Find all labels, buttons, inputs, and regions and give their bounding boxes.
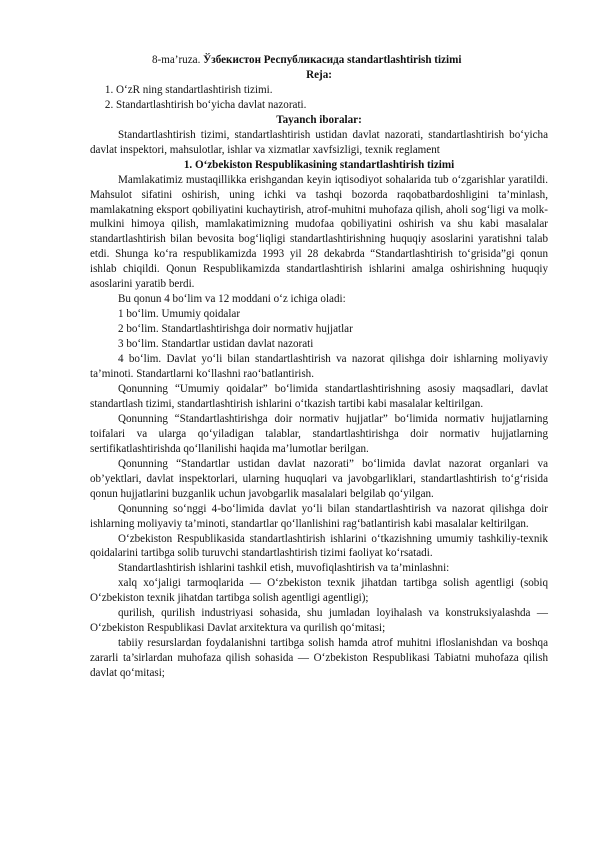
lecture-number: 8-ma’ruza. (152, 54, 204, 66)
para-construction-sector: qurilish, qurilish industriyasi sohasida, shu jumladan loyihalash va konstruksiyalashda — O‘zbekiston Respublikasi Davlat arxitektura va qurilish qo‘mitasi; (90, 607, 548, 635)
keywords-heading: Tayanch iboralar: (276, 113, 362, 126)
plan-list (90, 83, 548, 113)
para-last-section: Qonunning so‘nggi 4-bo‘limida davlat yo‘li bilan standartlashtirish va nazorat qilishga doir ishlarning moliyaviy ta’minoti, standartlar qo‘llanlishini rag‘batlantirish kabi masalalar keltirilgan. (90, 502, 548, 530)
para-general-rules: Qonunning “Umumiy qoidalar” bo‘limida standartlashtirishning asosiy maqsadlari, davlat standartlash tizimi, standartlashtirish ishlarini o‘tkazish tartibi kabi masalalar keltirilgan. (90, 382, 548, 410)
para-normative-docs: Qonunning “Standartlashtirishga doir normativ hujjatlar” bo‘limida normativ hujjatlarning toifalari va ularga qo‘yiladigan talablar, standartlashtirishga doir normativ hujjatlarning sertifikatlashtirishda qo‘llanilishi haqida ma’lumotlar berilgan. (90, 412, 548, 455)
law-part-3: 3 bo‘lim. Standartlar ustidan davlat nazorati (118, 338, 314, 351)
para-organized: Standartlashtirish ishlarini tashkil etish, muvofiqlashtirish va ta’minlashni: (118, 562, 450, 575)
plan-heading: Reja: (306, 68, 332, 81)
law-part-1: 1 bo‘lim. Umumiy qoidalar (118, 308, 241, 321)
plan-item-1: 1. O‘zR ning standartlashtirish tizimi. (116, 83, 548, 98)
para-nature-sector: tabiiy resurslardan foydalanishni tartibga solish hamda atrof muhitni ifloslanishdan va boshqa zararli ta’sirlardan muhofaza qilish sohasida — O‘zbekiston Respublikasi Tabiatni muhofaza qilish davlat qo‘mitasi; (90, 637, 548, 680)
lecture-title-suffix: standartlashtirish tizimi (344, 54, 462, 66)
lecture-title-cyrillic: Ўзбекистон Республикасида (203, 54, 345, 66)
para-state-control: Qonunning “Standartlar ustidan davlat nazorati” bo‘limida davlat nazorat organlari va ob’yektlari, davlat inspektorlari, ularning huquqlari va javobgarliklari, standartlashtirish to‘g‘risida qonun hujjatlarini buzganlik uchun javobgarlik masalalari belgilab qo‘yilgan. (90, 457, 548, 500)
keywords-text: Standartlashtirish tizimi, standartlashtirish ustidan davlat nazorati, standartlashtirish bo‘yicha davlat inspektori, mahsulotlar, ishlar va xizmatlar xavfsizligi, texnik reglament (90, 128, 548, 156)
lecture-title (90, 53, 548, 68)
law-structure: Bu qonun 4 bo‘lim va 12 moddani o‘z ichiga oladi: (118, 293, 346, 306)
section-1-title: 1. O‘zbekiston Respublikasining standartlashtirish tizimi (183, 158, 455, 171)
section-1-intro: Mamlakatimiz mustaqillikka erishgandan keyin iqtisodiyot sohalarida tub o‘zgarishlar yaratildi. Mahsulot sifatini oshirish, uning ichki va tashqi bozorda raqobatbardoshligini ta’minlash, mamlakatning eksport qobiliyatini kuchaytirish, atrof-muhitni muhofaza qilish, aholi sog‘ligi va molk-mulkini himoya qilish, mamlakatimizning mudofaa qobiliyatini oshirish va shu kabi masalalar standartlashtirish bilan bevosita bog‘liqligi standartlashtirishning huquqiy asoslarini yaratishni talab etdi. Shunga ko‘ra respublikamizda 1993 yil 28 dekabrda “Standartlashtirish to‘grisida”gi qonun ishlab chiqildi. Qonun Respublikamizda standartlashtirish ishlarini amalga oshirishning huquqiy asoslarini yaratib berdi. (90, 173, 548, 291)
para-standard-system: O‘zbekiston Respublikasida standartlashtirish ishlarini o‘tkazishning umumiy tashkiliy-texnik qoidalarini tartibga solib turuvchi standartlashtirish tizimi faoliyat ko‘rsatadi. (90, 532, 548, 560)
plan-item-2: 2. Standartlashtirish bo‘yicha davlat nazorati. (116, 98, 548, 113)
para-economy-sector: xalq xo‘jaligi tarmoqlarida — O‘zbekiston texnik jihatdan tartibga solish agentligi (sobiq O‘zbekiston texnik jihatdan tartibga solish agentligi agentligi); (90, 577, 548, 605)
law-part-2: 2 bo‘lim. Standartlashtirishga doir normativ hujjatlar (118, 323, 353, 336)
law-part-4: 4 bo‘lim. Davlat yo‘li bilan standartlashtirish va nazorat qilishga doir ishlarning moliyaviy ta’minoti. Standartlarni ko‘llashni rao‘batlantirish. (90, 353, 548, 381)
